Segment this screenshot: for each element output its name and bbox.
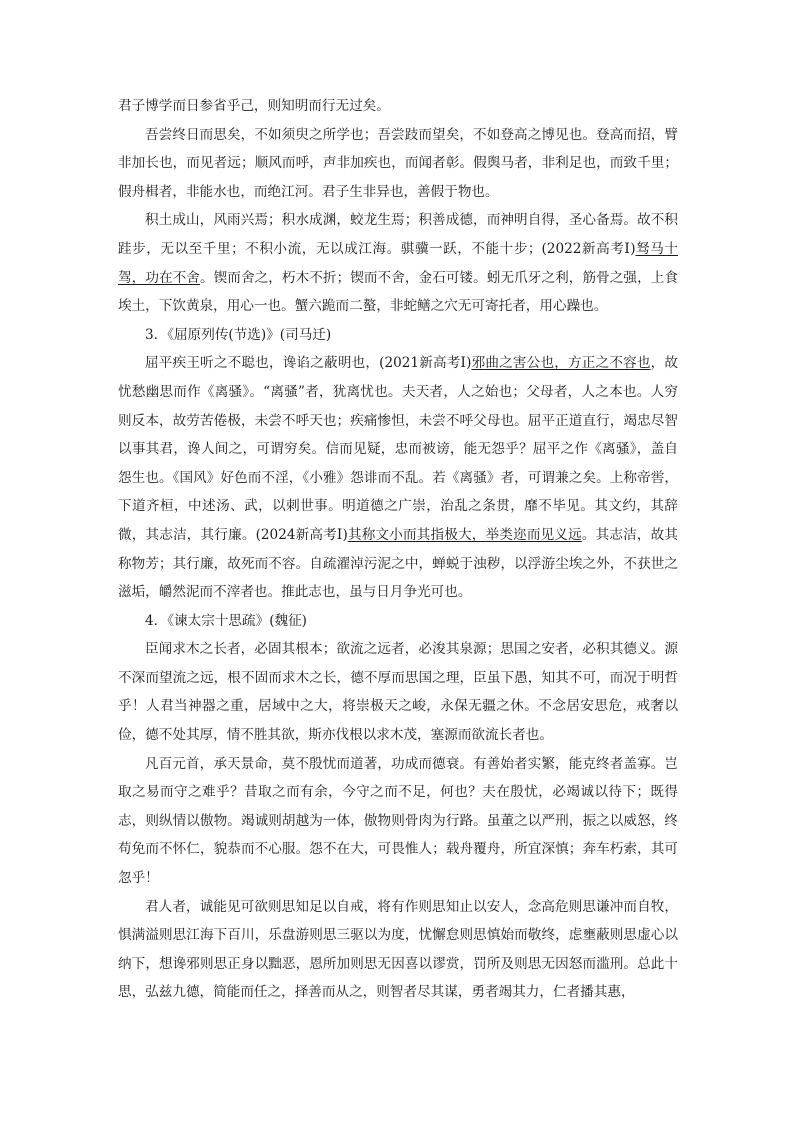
paragraph-jiantaizong-3: 君人者，诚能见可欲则思知足以自戒，将有作则思知止以安人，念高危则思谦冲而自牧，惧满溢则思江海下百川，乐盘游则思三驱以为度，忧懈怠则思慎始而敬终，虑壅蔽则思虚心以纳下，想谗邪则思正身以黜恶，恩所加则思无因喜以谬赏，罚所及则思无因怒而滥刑。总此十思，弘兹九德，简能而任之，择善而从之，则智者尽其谋，勇者竭其力，仁者播其惠，: [118, 898, 678, 1001]
text-run: 。锲而舍之，朽木不折；锲而不舍，金石可镂。蚓无爪牙之利，筋骨之强，上食埃土，下饮黄泉，用心一也。蟹六跪而二螯，非蛇鳝之穴无可寄托者，用心躁也。: [118, 269, 679, 315]
underlined-exam-phrase: 其称文小而其指极大，举类迩而见义远: [347, 526, 582, 543]
paragraph-quyuan-1: [118, 349, 678, 606]
text-run: 屈平疾王听之不聪也，谗谄之蔽明也，(2021新高考Ⅰ): [145, 355, 472, 372]
paragraph-jiantaizong-2: 凡百元首，承天景命，莫不殷忧而道著，功成而德衰。有善始者实繁，能克终者盖寡。岂取之易而守之难乎？昔取之而有余，今守之而不足，何也？夫在殷忧，必竭诚以待下；既得志，则纵情以傲物。竭诚则胡越为一体，傲物则骨肉为行路。虽董之以严刑，振之以威怒，终苟免而不怀仁，貌恭而不心服。怨不在大，可畏惟人；载舟覆舟，所宜深慎；奔车朽索，其可忽乎！: [118, 755, 678, 887]
text-run: 积土成山，风雨兴焉；积水成渊，蛟龙生焉；积善成德，而神明自得，圣心备焉。故不积跬步，无以至千里；不积小流，无以成江海。骐骥一跃，不能十步；(2022新高考Ⅰ): [118, 212, 678, 257]
page-content: [118, 92, 678, 1007]
paragraph-quanxue-intro: 君子博学而日参省乎己，则知明而行无过矣。: [118, 98, 390, 114]
text-run: ，故忧愁幽思而作《离骚》。“离骚”者，犹离忧也。夫天者，人之始也；父母者，人之本也。人穷则反本，故劳苦倦极，未尝不呼天也；疾痛惨怛，未尝不呼父母也。屈平正道直行，竭忠尽智以事其君，谗人间之，可谓穷矣。信而见疑，忠而被谤，能无怨乎？屈平之作《离骚》，盖自怨生也。《国风》好色而不淫，《小雅》怨诽而不乱。若《离骚》者，可谓兼之矣。上称帝喾，下道齐桓，中述汤、武，以刺世事。明道德之广崇，治乱之条贯，靡不毕见。其文约，其辞微，其志洁，其行廉。(2024新高考Ⅰ): [118, 355, 679, 543]
paragraph-quanxue-1: 吾尝终日而思矣，不如须臾之所学也；吾尝跂而望矣，不如登高之博见也。登高而招，臂非加长也，而见者远；顺风而呼，声非加疾也，而闻者彰。假舆马者，非利足也，而致千里；假舟楫者，非能水也，而绝江河。君子生非异也，善假于物也。: [118, 126, 678, 200]
underlined-exam-phrase: 邪曲之害公也，方正之不容也: [471, 355, 651, 372]
section-heading-quyuan: 3．《屈原列传(节选)》(司马迁): [145, 326, 332, 343]
text-run: 。其志洁，故其称物芳；其行廉，故死而不容。自疏濯淖污泥之中，蝉蜕于浊秽，以浮游尘埃之外，不获世之滋垢，皭然泥而不滓者也。推此志也，虽与日月争光可也。: [118, 526, 679, 601]
paragraph-quanxue-2: [118, 206, 678, 320]
underlined-exam-phrase: 驽马十驾，功在不舍: [118, 240, 679, 286]
section-heading-jiantaizong: 4．《谏太宗十思疏》(魏征): [145, 612, 307, 629]
paragraph-jiantaizong-1: 臣闻求木之长者，必固其根本；欲流之远者，必浚其泉源；思国之安者，必积其德义。源不深而望流之远，根不固而求木之长，德不厚而思国之理，臣虽下愚，知其不可，而况于明哲乎！人君当神器之重，居域中之大，将崇极天之峻，永保无疆之休。不念居安思危，戒奢以俭，德不处其厚，情不胜其欲，斯亦伐根以求木茂，塞源而欲流长者也。: [118, 641, 678, 744]
